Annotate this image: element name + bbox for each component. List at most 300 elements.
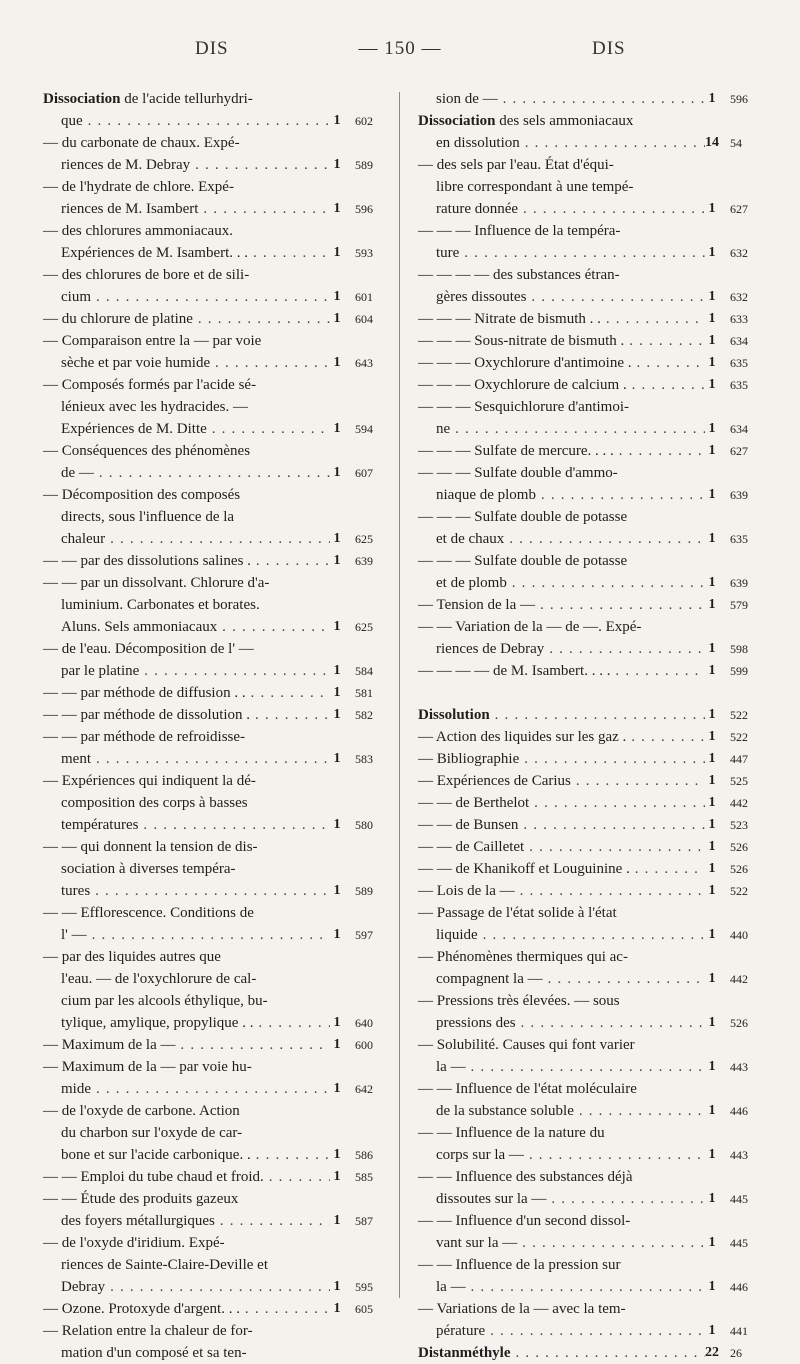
volume-number: 1 [705,418,719,440]
column-divider [399,92,400,1298]
volume-number: 1 [330,1276,344,1298]
entry-text [43,638,254,660]
entry-text [436,1056,708,1078]
entry-label: niaque de plomb [436,487,536,503]
index-entry-line [43,1254,393,1276]
entry-label: — de l'eau. Décomposition de l' — [43,641,254,657]
entry-text [43,770,256,792]
entry-text [61,616,333,638]
volume-number: 1 [330,242,344,264]
entry-label: mide [61,1081,91,1097]
index-entry-line [418,660,768,682]
index-entry-line [418,1144,768,1166]
index-entry-line [418,1012,768,1034]
index-entry-line [418,110,768,132]
entry-label: — — Efflorescence. Conditions de [43,905,254,921]
index-entry-line [43,1188,393,1210]
index-entry-line [43,1210,393,1232]
entry-text [418,1078,637,1100]
page-reference: 522 [730,726,768,748]
entry-label: — du chlorure de platine [43,311,193,327]
entry-text [418,748,708,770]
entry-text [43,726,245,748]
page-reference: 584 [355,660,393,682]
index-entry-line [418,1320,768,1342]
page-reference: 593 [355,242,393,264]
entry-text [418,374,708,396]
entry-label: ne [436,421,451,437]
entry-label: des sels ammoniacaux [495,113,634,129]
entry-text [436,528,708,550]
index-entry-line [418,1034,768,1056]
entry-label: riences de M. Isambert [61,201,199,217]
volume-number: 1 [330,110,344,132]
volume-number: 1 [330,814,344,836]
entry-label: — — par des dissolutions salines . [43,553,251,569]
entry-label: la — [436,1059,466,1075]
index-entry-line [418,198,768,220]
entry-label: pérature [436,1323,486,1339]
index-entry-line [43,1320,393,1342]
entry-text [436,484,708,506]
entry-text [61,748,333,770]
entry-text [418,462,618,484]
entry-label: — — — Influence de la tempéra- [418,223,621,239]
page-reference: 625 [355,528,393,550]
index-entry-line [418,330,768,352]
entry-text [43,308,333,330]
volume-number: 1 [330,1012,344,1034]
page-reference: 585 [355,1166,393,1188]
page-reference: 440 [730,924,768,946]
entry-label: rature donnée [436,201,519,217]
entry-text [418,330,708,352]
index-entry-line [43,594,393,616]
index-entry-line [418,968,768,990]
entry-label: cium par les alcools éthylique, bu- [61,993,268,1009]
entry-text [418,990,620,1012]
index-entry-line [43,968,393,990]
entry-text [61,352,333,374]
index-entry-line [43,418,393,440]
entry-headword: Dissociation [418,113,496,129]
index-entry-line [43,352,393,374]
index-entry-line [43,198,393,220]
entry-headword: Dissolution [418,707,490,723]
index-entry-line [418,264,768,286]
entry-label: — Variations de la — avec la tem- [418,1301,626,1317]
index-entry-line [43,1144,393,1166]
entry-label: riences de M. Debray [61,157,191,173]
entry-label: cium [61,289,91,305]
entry-label: — des chlorures de bore et de sili- [43,267,250,283]
entry-label: températures [61,817,139,833]
volume-number: 1 [330,1034,344,1056]
entry-text [418,660,708,682]
index-entry-line [418,484,768,506]
entry-text [43,220,233,242]
volume-number: 1 [705,440,719,462]
entry-text [43,946,221,968]
volume-number: 1 [330,748,344,770]
volume-number: 1 [705,836,719,858]
entry-label: — — par un dissolvant. Chlorure d'a- [43,575,270,591]
index-entry-line [43,1056,393,1078]
volume-number: 1 [705,1144,719,1166]
volume-number: 1 [705,638,719,660]
volume-number: 1 [705,1232,719,1254]
entry-label: — — Étude des produits gazeux [43,1191,239,1207]
entry-label: et de plomb [436,575,507,591]
index-entry-line [43,528,393,550]
entry-label: — Maximum de la — [43,1037,176,1053]
entry-label: vant sur la — [436,1235,518,1251]
index-entry-line [43,374,393,396]
entry-text [418,220,620,242]
volume-number: 1 [705,286,719,308]
index-entry-line [43,1232,393,1254]
volume-number: 1 [705,660,719,682]
entry-label: — de l'hydrate de chlore. Expé- [43,179,234,195]
index-entry-line [418,528,768,550]
entry-label: — — — Sulfate double d'ammo- [418,465,618,481]
entry-text [43,1034,333,1056]
entry-text [61,1276,333,1298]
index-entry-line [418,220,768,242]
page-reference: 579 [730,594,768,616]
entry-text [436,572,708,594]
entry-text [61,990,268,1012]
page-reference: 604 [355,308,393,330]
entry-label: — — Influence de l'état moléculaire [418,1081,637,1097]
index-entry-line [43,814,393,836]
index-entry-line [43,506,393,528]
index-entry-line [418,1166,768,1188]
entry-label: — — — Sulfate double de potasse [418,553,628,569]
page-reference: 582 [355,704,393,726]
entry-text [61,1012,333,1034]
entry-text [418,1210,630,1232]
page-reference: 642 [355,1078,393,1100]
entry-text [43,1232,225,1254]
entry-text [43,902,254,924]
index-entry-line [418,572,768,594]
index-entry-line [43,660,393,682]
entry-label: — — Influence de la nature du [418,1125,605,1141]
entry-text [418,1254,620,1276]
entry-text [436,638,708,660]
entry-text [43,572,269,594]
index-entry-line [43,726,393,748]
entry-text [418,814,708,836]
entry-text [436,176,633,198]
entry-text [418,836,708,858]
volume-number: 1 [705,1276,719,1298]
page-reference: 605 [355,1298,393,1320]
volume-number: 1 [705,594,719,616]
volume-number: 1 [330,704,344,726]
page-reference: 522 [730,880,768,902]
index-entry-line [43,836,393,858]
page-reference: 597 [355,924,393,946]
entry-label: — — Emploi du tube chaud et froid. [43,1169,264,1185]
entry-label: ment [61,751,91,767]
entry-label: — Expériences qui indiquent la dé- [43,773,256,789]
page-reference: 596 [355,198,393,220]
page-reference: 589 [355,154,393,176]
page-number: — 150 — [358,38,442,59]
entry-label: — — par méthode de dissolution . [43,707,251,723]
entry-label: — — — Nitrate de bismuth . . [418,311,601,327]
entry-label: sèche et par voie humide [61,355,211,371]
index-entry-line [418,880,768,902]
page-reference: 442 [730,792,768,814]
page-reference: 601 [355,286,393,308]
entry-label: la — [436,1279,466,1295]
volume-number: 1 [330,550,344,572]
volume-number: 1 [330,682,344,704]
index-entry-line [418,1078,768,1100]
index-entry-line [418,440,768,462]
index-entry-line [43,682,393,704]
entry-text [61,154,333,176]
page-reference: 625 [355,616,393,638]
index-entry-line [43,638,393,660]
volume-number: 1 [705,484,719,506]
index-entry-line [418,792,768,814]
entry-label: — — qui donnent la tension de dis- [43,839,258,855]
page-reference: 586 [355,1144,393,1166]
page-reference: 627 [730,440,768,462]
index-entry-line [43,616,393,638]
page-reference: 607 [355,462,393,484]
entry-text [418,440,708,462]
entry-text [43,836,258,858]
entry-text [436,968,708,990]
page-reference: 581 [355,682,393,704]
index-entry-line [43,176,393,198]
entry-label: — — — Sulfate de mercure. . . . [418,443,614,459]
index-entry-line [43,924,393,946]
entry-text [418,1122,605,1144]
entry-label: — — Influence de la pression sur [418,1257,621,1273]
entry-label: — — — Sous-nitrate de bismuth . [418,333,625,349]
entry-label: — — — Oxychlorure de calcium . [418,377,627,393]
entry-text [61,968,256,990]
entry-text [43,704,333,726]
page-reference: 447 [730,748,768,770]
index-entry-line [43,286,393,308]
entry-label: de l'acide tellurhydri- [120,91,253,107]
entry-text [61,1144,333,1166]
entry-text [43,132,240,154]
entry-text [61,924,333,946]
index-entry-line [43,858,393,880]
index-entry-line [43,1078,393,1100]
entry-text [418,506,627,528]
volume-number: 1 [330,308,344,330]
volume-number: 1 [330,616,344,638]
entry-text [436,132,708,154]
entry-text [61,814,333,836]
index-entry-line [418,396,768,418]
entry-label: — Action des liquides sur les gaz . [418,729,627,745]
entry-label: corps sur la — [436,1147,524,1163]
entry-label: — — Influence des substances déjà [418,1169,633,1185]
entry-text [43,88,253,110]
page-reference: 599 [730,660,768,682]
index-entry-line [418,286,768,308]
page-reference: 26 [730,1342,768,1364]
volume-number: 1 [705,726,719,748]
index-entry-line [418,154,768,176]
volume-number: 1 [705,1320,719,1342]
entry-label: — Passage de l'état solide à l'état [418,905,617,921]
volume-number: 1 [705,1188,719,1210]
entry-text [436,198,708,220]
page-reference: 526 [730,1012,768,1034]
entry-label: l'eau. — de l'oxychlorure de cal- [61,971,257,987]
index-entry-line [418,1342,768,1364]
page-header [0,38,800,68]
entry-label: — — — Oxychlorure d'antimoine . [418,355,632,371]
index-entry-line [43,550,393,572]
volume-number: 1 [330,198,344,220]
volume-number: 1 [705,968,719,990]
page-reference: 589 [355,880,393,902]
index-entry-line [43,1100,393,1122]
page-reference: 632 [730,242,768,264]
volume-number: 1 [330,880,344,902]
index-column-right [418,88,768,1364]
entry-label: — — — — des substances étran- [418,267,620,283]
entry-text [61,396,248,418]
page-reference: 635 [730,374,768,396]
entry-text [436,1188,708,1210]
volume-number: 1 [705,308,719,330]
index-entry-line [43,1012,393,1034]
volume-number: 1 [705,1012,719,1034]
index-entry-line [43,132,393,154]
index-entry-line [418,88,768,110]
page-reference: 443 [730,1144,768,1166]
index-entry-line [418,594,768,616]
entry-label: — — Influence d'un second dissol- [418,1213,631,1229]
entry-text [61,1122,242,1144]
index-entry-line [418,1056,768,1078]
entry-headword: Distanméthyle [418,1345,511,1361]
volume-number: 1 [705,330,719,352]
volume-number: 1 [330,528,344,550]
index-entry-line [418,462,768,484]
index-entry-line [43,220,393,242]
entry-text [43,1056,252,1078]
index-entry-line [418,726,768,748]
index-entry-line [418,506,768,528]
entry-label: tures [61,883,91,899]
entry-text [61,1078,333,1100]
entry-label: Expériences de M. Ditte [61,421,207,437]
page-reference: 441 [730,1320,768,1342]
page-reference: 526 [730,836,768,858]
index-entry-line [418,704,768,726]
entry-text [43,440,250,462]
index-entry-line [418,638,768,660]
entry-text [61,792,248,814]
entry-text [436,1276,708,1298]
entry-text [43,550,333,572]
entry-text [418,792,708,814]
entry-text [436,1320,708,1342]
volume-number: 1 [705,704,719,726]
entry-text [61,858,236,880]
index-entry-line [418,990,768,1012]
entry-text [418,352,708,374]
entry-text [43,484,240,506]
entry-text [43,264,249,286]
index-entry-line [43,902,393,924]
entry-label: par le platine [61,663,140,679]
index-entry-line [43,484,393,506]
entry-text [418,594,708,616]
volume-number: 1 [705,352,719,374]
entry-text [436,242,708,264]
entry-label: Debray [61,1279,106,1295]
index-entry-line [43,572,393,594]
entry-text [61,1210,333,1232]
volume-number: 1 [705,528,719,550]
index-entry-line [43,1166,393,1188]
entry-text [418,1342,708,1364]
index-entry-line [43,396,393,418]
entry-text [436,418,708,440]
volume-number: 1 [330,286,344,308]
index-entry-line [418,374,768,396]
entry-label: — Composés formés par l'acide sé- [43,377,257,393]
volume-number: 1 [330,1144,344,1166]
entry-label: — par des liquides autres que [43,949,221,965]
entry-text [61,660,333,682]
entry-text [418,1166,633,1188]
page-reference: 580 [355,814,393,836]
page-reference: 635 [730,528,768,550]
volume-number: 1 [330,1078,344,1100]
entry-text [61,110,333,132]
index-entry-line [418,1276,768,1298]
entry-label: — Phénomènes thermiques qui ac- [418,949,628,965]
index-entry-line [418,902,768,924]
entry-text [418,946,628,968]
index-entry-line [43,110,393,132]
entry-label: — Pressions très élevées. — sous [418,993,620,1009]
entry-label: — Ozone. Protoxyde d'argent. . . [43,1301,240,1317]
entry-label: chaleur [61,531,106,547]
volume-number: 1 [705,792,719,814]
entry-text [418,770,708,792]
entry-text [418,264,620,286]
index-entry-line [418,924,768,946]
index-entry-line [418,352,768,374]
entry-text [61,528,333,550]
entry-text [418,396,629,418]
entry-label: — Lois de la — [418,883,515,899]
page-reference: 446 [730,1100,768,1122]
index-entry-line [43,1342,393,1364]
index-entry-line [418,1188,768,1210]
index-entry-line [418,1122,768,1144]
volume-number: 1 [705,880,719,902]
index-entry-line [418,1100,768,1122]
